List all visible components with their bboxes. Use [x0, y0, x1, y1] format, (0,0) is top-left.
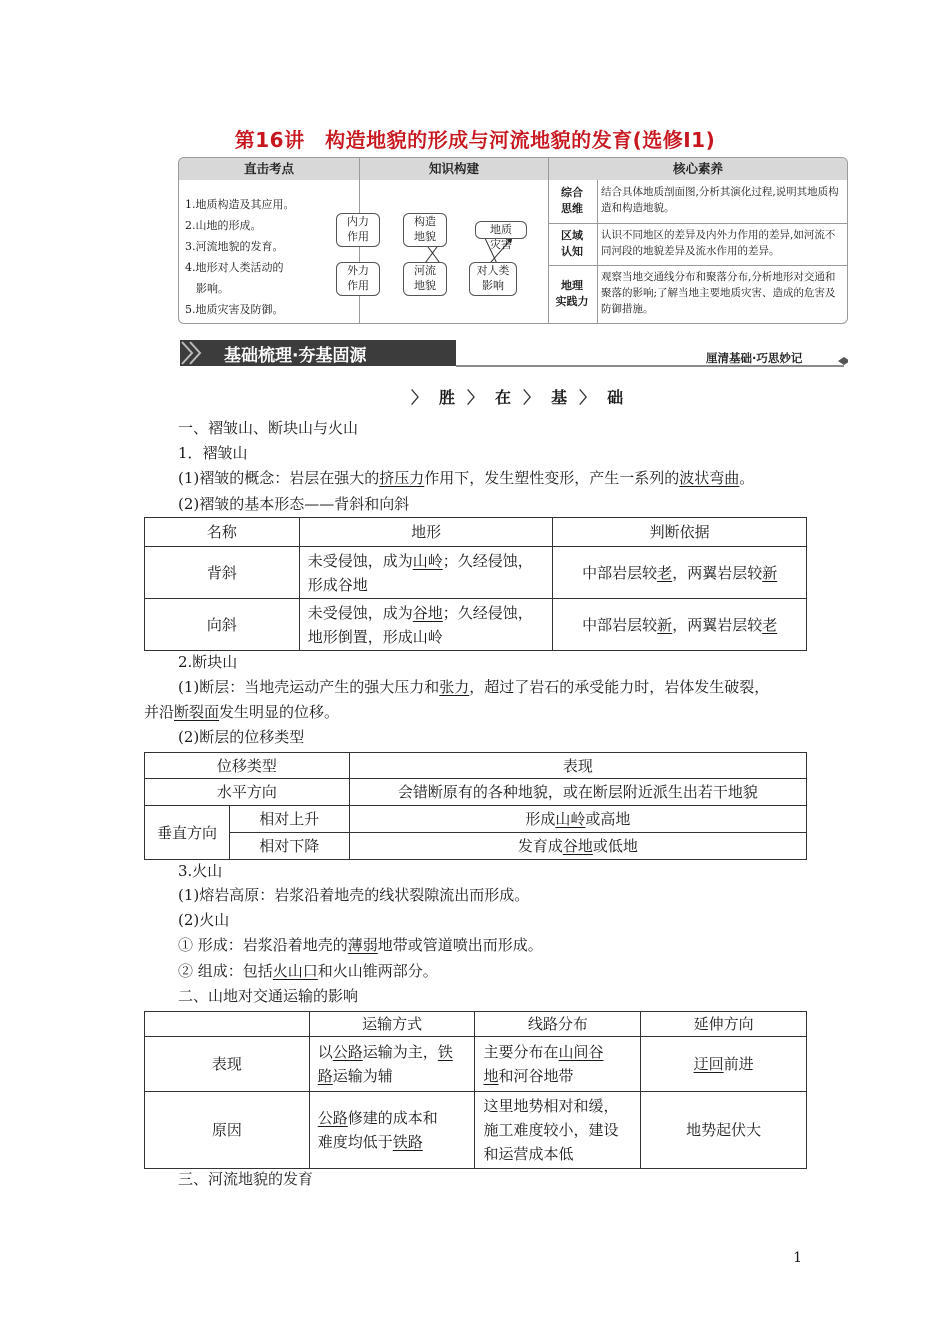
- heading-3: 三、河流地貌的发育: [178, 1170, 314, 1188]
- list-item: 1.地质构造及其应用。: [185, 198, 295, 211]
- page-number: 1: [793, 1250, 802, 1266]
- diagram-node-neili: 内力 作用: [336, 213, 380, 247]
- header-suyang: 核心素养: [549, 158, 847, 180]
- table-header: 线路分布: [475, 1012, 641, 1037]
- table-row: 原因 公路修建的成本和 难度均低于铁路 这里地势相对和缓， 施工难度较小，建设 和运营成本低 地势起伏大: [145, 1092, 807, 1169]
- knowledge-diagram: [360, 180, 548, 323]
- suyang-label: 区域 认知: [561, 229, 583, 258]
- table-header: 位移类型: [145, 753, 350, 779]
- table-header: 地形: [299, 518, 553, 547]
- section-tag-char: 胜: [439, 388, 456, 407]
- suyang-row: [549, 265, 847, 324]
- list-item: 3.河流地貌的发育。: [185, 240, 284, 253]
- list-item: 4.地形对人类活动的: [185, 261, 284, 274]
- kaodian-list: [185, 194, 309, 320]
- fault-types: (2)断层的位移类型: [178, 728, 305, 746]
- suyang-label: 地理 实践力: [555, 279, 589, 308]
- diagram-node-dizhi: 地质 灾害: [475, 221, 527, 239]
- suyang-label: 综合 思维: [561, 186, 583, 215]
- overview-box: [178, 157, 848, 324]
- fault-def-2: 并沿断裂面发生明显的位移。: [144, 703, 340, 721]
- page-title: 第16讲 构造地貌的形成与河流地貌的发育(选修Ⅰ1): [234, 128, 716, 152]
- table-header: 表现: [349, 753, 806, 779]
- table-row: 相对下降 发育成谷地或低地: [145, 833, 807, 860]
- table-header: [145, 1012, 310, 1037]
- section-tag: 〉 胜 〉 在 〉 基 〉 础: [405, 386, 629, 410]
- table-row: 向斜 未受侵蚀，成为谷地；久经侵蚀， 地形倒置，形成山岭 中部岩层较新，两翼岩层较老: [145, 599, 807, 651]
- diagram-node-heliu: 河流 地貌: [403, 262, 447, 296]
- header-zhishi: 知识构建: [360, 158, 548, 180]
- table-row: 水平方向 会错断原有的各种地貌，或在断层附近派生出若干地貌: [145, 779, 807, 806]
- table-row: 背斜 未受侵蚀，成为山岭；久经侵蚀， 形成谷地 中部岩层较老，两翼岩层较新: [145, 547, 807, 599]
- list-item: 影响。: [196, 282, 229, 295]
- traffic-table: [144, 1011, 807, 1169]
- table-row: 垂直方向 相对上升 形成山岭或高地: [145, 806, 807, 833]
- volcano-composition: ② 组成：包括火山口和火山锥两部分。: [178, 962, 438, 980]
- suyang-row: [549, 180, 847, 223]
- volcano: (2)火山: [178, 911, 230, 929]
- suyang-text: 认识不同地区的差异及内外力作用的差异,如河流不同河段的地貌差异及流水作用的差异。: [601, 229, 836, 257]
- table-header: 延伸方向: [641, 1012, 807, 1037]
- volcano-formation: ① 形成：岩浆沿着地壳的薄弱地带或管道喷出而形成。: [178, 936, 543, 954]
- table-header: 判断依据: [553, 518, 807, 547]
- table-header: 名称: [145, 518, 300, 547]
- table-row: 表现 以公路运输为主，铁 路运输为辅 主要分布在山间谷 地和河谷地带 迂回前进: [145, 1037, 807, 1092]
- diagram-node-waili: 外力 作用: [336, 262, 380, 296]
- suyang-text: 观察当地交通线分布和聚落分布,分析地形对交通和聚落的影响;了解当地主要地质灾害、造成的危害及防御措施。: [601, 271, 836, 315]
- fault-def-1: (1)断层：当地壳运动产生的强大压力和张力，超过了岩石的承受能力时，岩体发生破裂，: [178, 678, 770, 696]
- section-tag-char: 在: [495, 388, 512, 407]
- banner-label: 基础梳理·夯基固源: [224, 346, 367, 366]
- heading-1-3: 3.火山: [178, 862, 223, 880]
- section-tag-char: 基: [551, 388, 568, 407]
- fold-concept: (1)褶皱的概念：岩层在强大的挤压力作用下，发生塑性变形，产生一系列的波状弯曲。: [178, 469, 755, 487]
- fold-forms: (2)褶皱的基本形态——背斜和向斜: [178, 495, 410, 513]
- diagram-node-renlei: 对人类 影响: [469, 262, 517, 296]
- heading-1: 一、褶皱山、断块山与火山: [178, 419, 359, 437]
- fault-table: [144, 752, 807, 860]
- list-item: 2.山地的形成。: [185, 219, 262, 232]
- suyang-row: [549, 223, 847, 266]
- header-kaodian: 直击考点: [179, 158, 359, 180]
- heading-1-2: 2.断块山: [178, 653, 238, 671]
- list-item: 5.地质灾害及防御。: [185, 303, 284, 316]
- section-tag-char: 础: [607, 388, 624, 407]
- lava-plateau: (1)熔岩高原：岩浆沿着地壳的线状裂隙流出而形成。: [178, 886, 530, 904]
- table-header: 运输方式: [309, 1012, 475, 1037]
- fold-table: [144, 517, 807, 651]
- banner-subtitle: 厘清基础·巧思妙记: [706, 351, 803, 365]
- heading-2: 二、山地对交通运输的影响: [178, 987, 359, 1005]
- diagram-node-gouzao: 构造 地貌: [403, 213, 447, 247]
- suyang-text: 结合具体地质剖面图,分析其演化过程,说明其地质构造和构造地貌。: [601, 186, 839, 214]
- heading-1-1: 1．褶皱山: [178, 444, 248, 462]
